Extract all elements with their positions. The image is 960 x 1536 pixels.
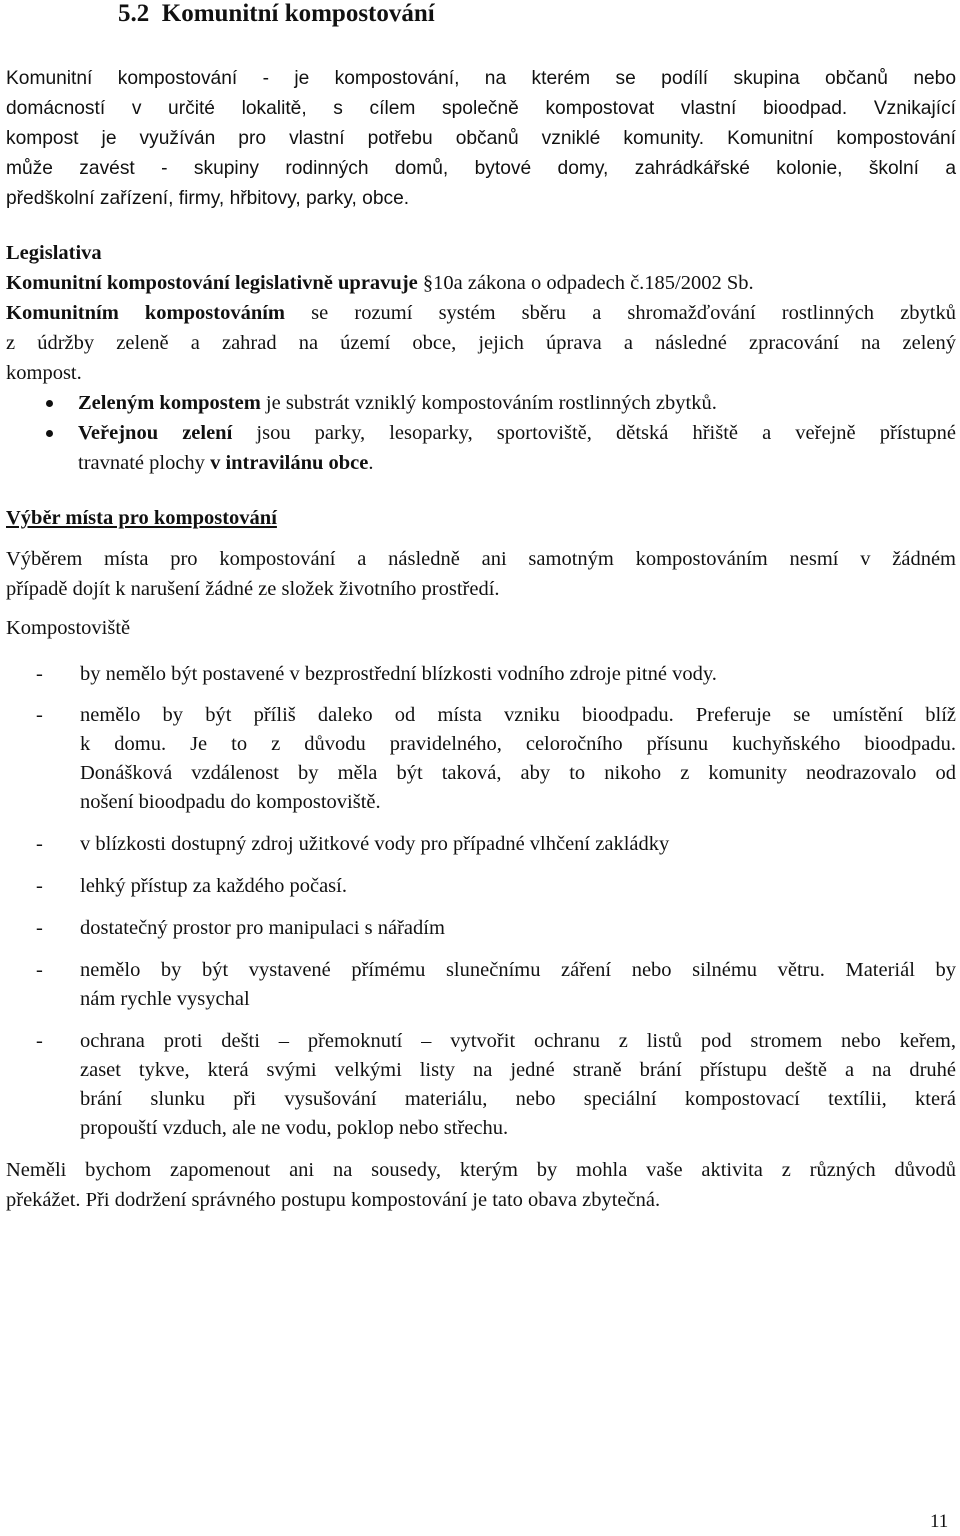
bullet-icon [46,400,53,407]
requirement-item: - dostatečný prostor pro manipulaci s nářadím [36,917,445,939]
intro-line: může zavést - skupiny rodinných domů, bytové domy, zahrádkářské kolonie, školní a [6,158,956,179]
site-label: Kompostoviště [6,617,131,639]
requirement-item: - ochrana proti dešti – přemoknutí – vytvořit ochranu z listů pod stromem nebo keřem, zaset tykve, která svými velkými listy na jedné straně brání přístupu deště a na druhé brání slunku při vysušování materiálu, nebo speciální kompostovací textílii, která propouští vzduch, ale ne vodu, poklop nebo střechu. [36,1030,956,1139]
definition-line: z údržby zeleně a zahrad na území obce, jejich úprava a následné zpracování na zelený [6,332,956,354]
intro-line: předškolní zařízení, firmy, hřbitovy, parky, obce. [6,188,410,209]
site-paragraph: Výběrem místa pro kompostování a následně ani samotným kompostováním nesmí v žádném případě dojít k narušení žádné ze složek životního prostředí. [6,548,956,600]
page-number: 11 [930,1511,949,1532]
legislation-section [6,238,956,478]
legislation-title: Legislativa [6,242,102,264]
definition-line: Komunitním kompostováním se rozumí systém sběru a shromažďování rostlinných zbytků [6,302,956,324]
section-title: Komunitní kompostování [161,0,435,27]
intro-line: kompost je využíván pro vlastní potřebu občanů vzniklé komunity. Komunitní kompostování [6,128,956,149]
bullet-icon [46,430,53,437]
section-number: 5.2 [118,0,150,27]
legislation-line: Komunitní kompostování legislativně upravuje §10a zákona o odpadech č.185/2002 Sb. [6,272,754,294]
site-requirements [6,660,956,1143]
intro-line: Komunitní kompostování - je kompostování, na kterém se podílí skupina občanů nebo [6,68,956,89]
section-heading [118,0,435,28]
definition-line: kompost. [6,362,82,384]
requirement-item: - v blízkosti dostupný zdroj užitkové vody pro případné vlhčení zakládky [36,833,670,855]
requirement-item: - nemělo by být příliš daleko od místa vzniku bioodpadu. Preferuje se umístění blíž k domu. Je to z důvodu pravidelného, celoročního přísunu kuchyňského bioodpadu. Donášková vzdálenost by měla být taková, aby to nikoho z komunity neodrazovalo od nošení bioodpadu do kompostoviště. [36,704,956,813]
site-section [6,503,956,1215]
bullet-item: Veřejnou zelení jsou parky, lesoparky, sportoviště, dětská hřiště a veřejně přístupné travnaté plochy v intravilánu obce. [6,418,956,478]
requirement-item: - by nemělo být postavené v bezprostřední blízkosti vodního zdroje pitné vody. [36,663,717,685]
closing-paragraph: Neměli bychom zapomenout ani na sousedy, kterým by mohla vaše aktivita z různých důvodů překážet. Při dodržení správného postupu kompostování je tato obava zbytečná. [6,1159,956,1211]
definition-bullets [6,388,956,478]
intro-paragraph [6,64,956,214]
requirement-item: - lehký přístup za každého počasí. [36,875,347,897]
requirement-item: - nemělo by být vystavené přímému slunečnímu záření nebo silnému větru. Materiál by nám rychle vysychal [36,959,956,1010]
bullet-item: Zeleným kompostem je substrát vzniklý kompostováním rostlinných zbytků. [6,388,956,418]
intro-line: domácností v určité lokalitě, s cílem společně kompostovat vlastní bioodpad. Vznikající [6,98,956,119]
site-title: Výběr místa pro kompostování [6,507,277,529]
